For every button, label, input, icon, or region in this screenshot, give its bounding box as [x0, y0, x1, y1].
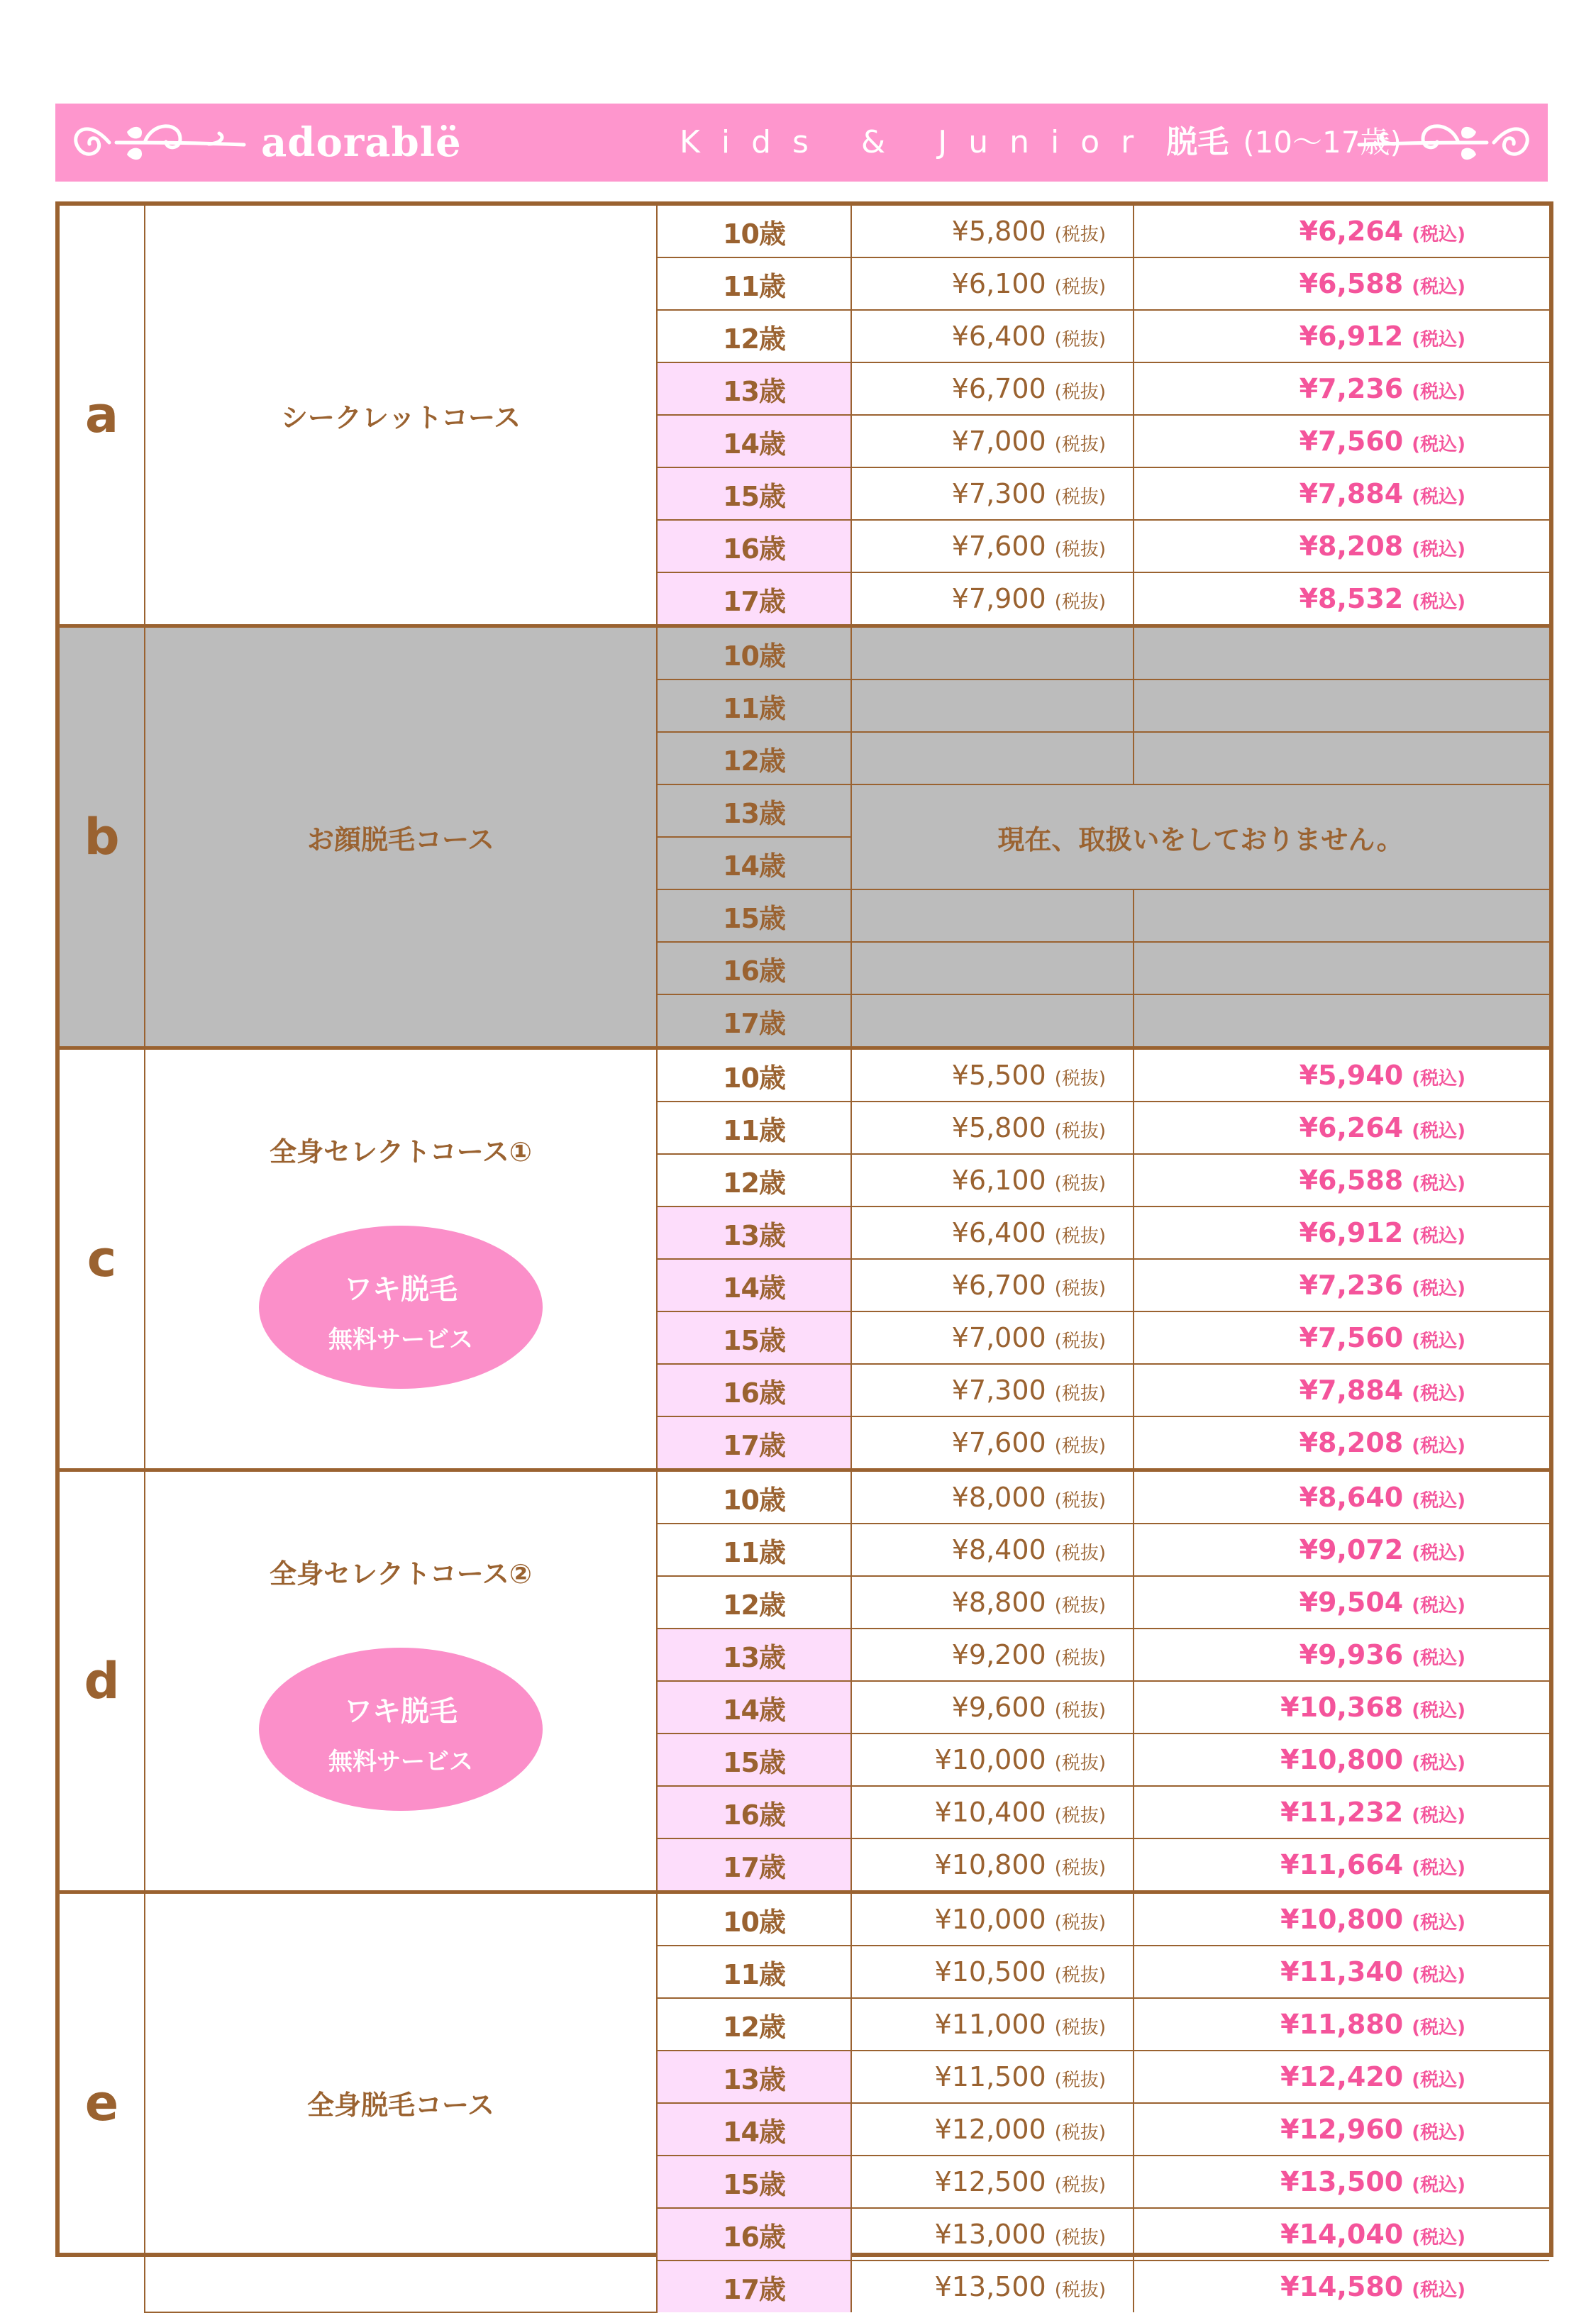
age-cell: 12歳	[657, 310, 851, 362]
age-cell: 15歳	[657, 1311, 851, 1364]
age-cell: 10歳	[657, 1892, 851, 1946]
price-value: ¥13,500	[1280, 2166, 1404, 2197]
price-value: ¥9,600	[951, 1692, 1046, 1723]
age-cell: 14歳	[657, 415, 851, 467]
price-tax-excluded	[851, 1576, 1134, 1629]
price-value: ¥9,200	[951, 1639, 1046, 1670]
price-tax-excluded	[851, 1311, 1134, 1364]
price-value: ¥6,264	[1299, 216, 1404, 247]
tax-excluded-label: (税抜)	[1054, 224, 1106, 245]
tax-excluded-label: (税抜)	[1054, 1700, 1106, 1721]
price-tax-excluded	[851, 520, 1134, 572]
price-tax-included	[1134, 362, 1549, 415]
price-tax-excluded	[851, 1892, 1134, 1946]
badge-line1: ワキ脱毛	[344, 1694, 458, 1728]
age-cell: 13歳	[657, 2051, 851, 2103]
empty-price-cell	[1134, 994, 1549, 1048]
age-cell: 15歳	[657, 889, 851, 942]
tax-included-label: (税込)	[1412, 1595, 1465, 1616]
tax-excluded-label: (税抜)	[1054, 1068, 1106, 1089]
title-datsumo: 脱毛	[1166, 124, 1229, 160]
ornament-left-icon	[67, 111, 251, 174]
tax-excluded-label: (税抜)	[1054, 1648, 1106, 1669]
badge-line2: 無料サービス	[328, 1747, 473, 1776]
price-tax-included	[1134, 2051, 1549, 2103]
age-cell: 10歳	[657, 1048, 851, 1102]
age-cell: 12歳	[657, 1576, 851, 1629]
price-tax-excluded	[851, 1786, 1134, 1838]
price-tax-included	[1134, 1998, 1549, 2051]
empty-price-cell	[851, 626, 1134, 680]
age-cell: 12歳	[657, 732, 851, 784]
section-letter: c	[60, 1048, 145, 1470]
price-tax-excluded	[851, 206, 1134, 257]
section-letter: b	[60, 626, 145, 1048]
price-tax-excluded	[851, 1154, 1134, 1207]
tax-included-label: (税込)	[1412, 2175, 1465, 2196]
price-tax-excluded	[851, 2103, 1134, 2156]
price-tax-excluded	[851, 1470, 1134, 1524]
price-tax-excluded	[851, 1998, 1134, 2051]
price-tax-included	[1134, 415, 1549, 467]
tax-excluded-label: (税抜)	[1054, 539, 1106, 560]
page-title	[680, 104, 1402, 182]
price-tax-excluded	[851, 1734, 1134, 1786]
price-value: ¥7,300	[951, 478, 1046, 509]
price-tax-excluded	[851, 572, 1134, 626]
course-name: 全身セレクトコース②	[270, 1558, 532, 1590]
tax-included-label: (税込)	[1412, 224, 1465, 245]
price-tax-included	[1134, 520, 1549, 572]
title-age-range: (10～17歳)	[1243, 125, 1402, 160]
tax-included-label: (税込)	[1412, 1912, 1465, 1934]
section-letter: a	[60, 206, 145, 626]
price-tax-excluded	[851, 310, 1134, 362]
price-value: ¥12,000	[934, 2114, 1046, 2145]
age-cell: 13歳	[657, 1629, 851, 1681]
course-cell	[145, 1892, 657, 2313]
header-banner	[55, 104, 1548, 182]
price-tax-included	[1134, 572, 1549, 626]
tax-excluded-label: (税抜)	[1054, 1121, 1106, 1142]
price-value: ¥6,588	[1299, 1165, 1404, 1196]
price-tax-included	[1134, 1048, 1549, 1102]
price-tax-included	[1134, 257, 1549, 310]
age-cell: 15歳	[657, 1734, 851, 1786]
price-value: ¥7,600	[951, 1427, 1046, 1458]
brand-logo: adorablë	[261, 119, 462, 166]
tax-excluded-label: (税抜)	[1054, 2122, 1106, 2143]
tax-excluded-label: (税抜)	[1054, 1753, 1106, 1774]
age-cell: 12歳	[657, 1154, 851, 1207]
price-value: ¥6,264	[1299, 1112, 1404, 1143]
price-tax-included	[1134, 1524, 1549, 1576]
price-tax-included	[1134, 2261, 1549, 2312]
price-value: ¥10,400	[934, 1797, 1046, 1828]
price-value: ¥14,580	[1280, 2271, 1404, 2302]
tax-included-label: (税込)	[1412, 329, 1465, 350]
price-value: ¥11,880	[1280, 2009, 1404, 2040]
price-tax-excluded	[851, 257, 1134, 310]
empty-price-cell	[1134, 626, 1549, 680]
price-tax-excluded	[851, 2156, 1134, 2208]
badge-line1: ワキ脱毛	[344, 1272, 458, 1306]
price-tax-included	[1134, 1629, 1549, 1681]
tax-included-label: (税込)	[1412, 2070, 1465, 2091]
table-row	[60, 1892, 1549, 1946]
price-value: ¥5,800	[951, 216, 1046, 247]
table-row	[60, 626, 1549, 680]
tax-included-label: (税込)	[1412, 434, 1465, 455]
price-tax-included	[1134, 1681, 1549, 1734]
price-value: ¥10,800	[934, 1849, 1046, 1880]
price-value: ¥6,700	[951, 1270, 1046, 1301]
age-cell: 17歳	[657, 572, 851, 626]
age-cell: 11歳	[657, 1946, 851, 1998]
tax-included-label: (税込)	[1412, 1173, 1465, 1194]
age-cell: 14歳	[657, 1259, 851, 1311]
tax-excluded-label: (税抜)	[1054, 1173, 1106, 1194]
price-value: ¥7,236	[1299, 1270, 1404, 1301]
tax-excluded-label: (税抜)	[1054, 2070, 1106, 2091]
empty-price-cell	[851, 942, 1134, 994]
tax-excluded-label: (税抜)	[1054, 329, 1106, 350]
tax-included-label: (税込)	[1412, 1543, 1465, 1564]
price-value: ¥7,560	[1299, 1322, 1404, 1353]
tax-included-label: (税込)	[1412, 592, 1465, 613]
free-underarm-badge	[259, 1648, 543, 1811]
age-cell: 16歳	[657, 1786, 851, 1838]
age-cell: 11歳	[657, 1524, 851, 1576]
price-value: ¥7,600	[951, 531, 1046, 562]
course-cell	[145, 1470, 657, 1892]
price-value: ¥8,000	[951, 1482, 1046, 1513]
tax-included-label: (税込)	[1412, 539, 1465, 560]
price-value: ¥8,800	[951, 1587, 1046, 1618]
unavailable-notice: 現在、取扱いをしておりません。	[851, 784, 1549, 889]
age-cell: 14歳	[657, 837, 851, 889]
tax-included-label: (税込)	[1412, 277, 1465, 298]
price-tax-included	[1134, 1734, 1549, 1786]
price-tax-excluded	[851, 1946, 1134, 1998]
tax-included-label: (税込)	[1412, 1278, 1465, 1299]
age-cell: 17歳	[657, 994, 851, 1048]
price-value: ¥11,500	[934, 2061, 1046, 2092]
price-value: ¥9,936	[1299, 1639, 1404, 1670]
price-tax-included	[1134, 1892, 1549, 1946]
age-cell: 16歳	[657, 942, 851, 994]
price-tax-included	[1134, 310, 1549, 362]
table-row	[60, 206, 1549, 257]
price-tax-excluded	[851, 1259, 1134, 1311]
tax-included-label: (税込)	[1412, 1648, 1465, 1669]
tax-included-label: (税込)	[1412, 1965, 1465, 1986]
tax-excluded-label: (税抜)	[1054, 1436, 1106, 1457]
age-cell: 10歳	[657, 206, 851, 257]
tax-excluded-label: (税抜)	[1054, 1278, 1106, 1299]
price-value: ¥8,400	[951, 1534, 1046, 1565]
price-value: ¥7,000	[951, 426, 1046, 457]
free-underarm-badge	[259, 1226, 543, 1389]
price-value: ¥6,400	[951, 321, 1046, 352]
price-value: ¥8,640	[1299, 1482, 1404, 1513]
tax-included-label: (税込)	[1412, 2017, 1465, 2039]
price-value: ¥7,560	[1299, 426, 1404, 457]
table-row	[60, 1470, 1549, 1524]
section-letter: e	[60, 1892, 145, 2313]
age-cell: 14歳	[657, 2103, 851, 2156]
tax-included-label: (税込)	[1412, 1805, 1465, 1826]
tax-included-label: (税込)	[1412, 1753, 1465, 1774]
tax-excluded-label: (税抜)	[1054, 1858, 1106, 1879]
price-tax-excluded	[851, 1681, 1134, 1734]
price-tax-included	[1134, 1259, 1549, 1311]
price-value: ¥10,000	[934, 1904, 1046, 1935]
ornament-right-icon	[1352, 111, 1536, 174]
price-value: ¥8,532	[1299, 583, 1404, 614]
price-tax-excluded	[851, 1416, 1134, 1470]
price-value: ¥6,700	[951, 373, 1046, 404]
tax-excluded-label: (税抜)	[1054, 2280, 1106, 2301]
price-value: ¥7,884	[1299, 1375, 1404, 1406]
tax-excluded-label: (税抜)	[1054, 592, 1106, 613]
price-value: ¥9,072	[1299, 1534, 1404, 1565]
age-cell: 17歳	[657, 1416, 851, 1470]
price-tax-excluded	[851, 2051, 1134, 2103]
price-value: ¥7,236	[1299, 373, 1404, 404]
empty-price-cell	[851, 889, 1134, 942]
tax-excluded-label: (税抜)	[1054, 382, 1106, 403]
price-value: ¥5,500	[951, 1060, 1046, 1091]
age-cell: 11歳	[657, 680, 851, 732]
tax-included-label: (税込)	[1412, 1436, 1465, 1457]
price-value: ¥11,232	[1280, 1797, 1404, 1828]
tax-excluded-label: (税抜)	[1054, 434, 1106, 455]
price-tax-excluded	[851, 467, 1134, 520]
course-name: 全身脱毛コース	[306, 2090, 495, 2121]
age-cell: 13歳	[657, 1207, 851, 1259]
price-value: ¥14,040	[1280, 2219, 1404, 2250]
tax-excluded-label: (税抜)	[1054, 1595, 1106, 1616]
age-cell: 17歳	[657, 2261, 851, 2312]
tax-excluded-label: (税抜)	[1054, 1383, 1106, 1404]
title-kids-junior: Kids & Junior	[680, 124, 1156, 160]
price-tax-included	[1134, 2103, 1549, 2156]
empty-price-cell	[1134, 732, 1549, 784]
price-tax-included	[1134, 1470, 1549, 1524]
price-tax-included	[1134, 1838, 1549, 1892]
price-tax-included	[1134, 1102, 1549, 1154]
price-value: ¥6,588	[1299, 268, 1404, 299]
price-value: ¥7,884	[1299, 478, 1404, 509]
empty-price-cell	[851, 994, 1134, 1048]
price-value: ¥7,000	[951, 1322, 1046, 1353]
price-tax-included	[1134, 1786, 1549, 1838]
price-tax-excluded	[851, 1207, 1134, 1259]
empty-price-cell	[851, 732, 1134, 784]
tax-excluded-label: (税抜)	[1054, 1490, 1106, 1512]
course-cell	[145, 206, 657, 626]
price-tax-excluded	[851, 1629, 1134, 1681]
age-cell: 10歳	[657, 1470, 851, 1524]
tax-included-label: (税込)	[1412, 1490, 1465, 1512]
tax-included-label: (税込)	[1412, 2227, 1465, 2248]
price-tax-included	[1134, 206, 1549, 257]
price-table	[55, 201, 1553, 2305]
price-tax-excluded	[851, 362, 1134, 415]
price-value: ¥12,420	[1280, 2061, 1404, 2092]
tax-excluded-label: (税抜)	[1054, 1805, 1106, 1826]
age-cell: 11歳	[657, 257, 851, 310]
course-cell	[145, 1048, 657, 1470]
tax-included-label: (税込)	[1412, 1383, 1465, 1404]
price-value: ¥9,504	[1299, 1587, 1404, 1618]
tax-included-label: (税込)	[1412, 2280, 1465, 2301]
price-tax-included	[1134, 2156, 1549, 2208]
price-tax-included	[1134, 467, 1549, 520]
price-tax-included	[1134, 1946, 1549, 1998]
tax-included-label: (税込)	[1412, 1068, 1465, 1089]
price-value: ¥13,000	[934, 2219, 1046, 2250]
age-cell: 15歳	[657, 467, 851, 520]
tax-included-label: (税込)	[1412, 1331, 1465, 1352]
price-value: ¥5,800	[951, 1112, 1046, 1143]
age-cell: 16歳	[657, 520, 851, 572]
price-tax-included	[1134, 1416, 1549, 1470]
course-name: 全身セレクトコース①	[270, 1136, 532, 1167]
price-value: ¥10,368	[1280, 1692, 1404, 1723]
tax-included-label: (税込)	[1412, 382, 1465, 403]
price-value: ¥10,800	[1280, 1744, 1404, 1775]
price-value: ¥10,500	[934, 1956, 1046, 1987]
tax-excluded-label: (税抜)	[1054, 277, 1106, 298]
price-value: ¥10,000	[934, 1744, 1046, 1775]
price-tax-excluded	[851, 2208, 1134, 2261]
age-cell: 10歳	[657, 626, 851, 680]
price-tax-excluded	[851, 1838, 1134, 1892]
tax-excluded-label: (税抜)	[1054, 1543, 1106, 1564]
price-value: ¥12,960	[1280, 2114, 1404, 2145]
price-value: ¥11,000	[934, 2009, 1046, 2040]
price-value: ¥8,208	[1299, 1427, 1404, 1458]
price-tax-included	[1134, 1364, 1549, 1416]
empty-price-cell	[1134, 889, 1549, 942]
tax-excluded-label: (税抜)	[1054, 487, 1106, 508]
tax-excluded-label: (税抜)	[1054, 1331, 1106, 1352]
price-tax-included	[1134, 1154, 1549, 1207]
empty-price-cell	[1134, 942, 1549, 994]
price-value: ¥11,340	[1280, 1956, 1404, 1987]
tax-included-label: (税込)	[1412, 1858, 1465, 1879]
price-value: ¥8,208	[1299, 531, 1404, 562]
price-tax-excluded	[851, 1048, 1134, 1102]
price-value: ¥5,940	[1299, 1060, 1404, 1091]
tax-excluded-label: (税抜)	[1054, 2017, 1106, 2039]
price-tax-included	[1134, 1576, 1549, 1629]
section-letter: d	[60, 1470, 145, 1892]
age-cell: 15歳	[657, 2156, 851, 2208]
empty-price-cell	[851, 680, 1134, 732]
tax-included-label: (税込)	[1412, 1121, 1465, 1142]
price-value: ¥6,912	[1299, 321, 1404, 352]
badge-line2: 無料サービス	[328, 1325, 473, 1354]
price-tax-included	[1134, 2208, 1549, 2261]
tax-excluded-label: (税抜)	[1054, 1226, 1106, 1247]
age-cell: 13歳	[657, 784, 851, 837]
price-tax-excluded	[851, 1364, 1134, 1416]
age-cell: 16歳	[657, 2208, 851, 2261]
price-tax-included	[1134, 1207, 1549, 1259]
price-value: ¥10,800	[1280, 1904, 1404, 1935]
price-value: ¥7,300	[951, 1375, 1046, 1406]
tax-included-label: (税込)	[1412, 2122, 1465, 2143]
age-cell: 17歳	[657, 1838, 851, 1892]
price-value: ¥11,664	[1280, 1849, 1404, 1880]
tax-excluded-label: (税抜)	[1054, 2175, 1106, 2196]
price-value: ¥6,100	[951, 1165, 1046, 1196]
empty-price-cell	[1134, 680, 1549, 732]
price-value: ¥6,100	[951, 268, 1046, 299]
tax-included-label: (税込)	[1412, 1226, 1465, 1247]
table-row	[60, 1048, 1549, 1102]
tax-included-label: (税込)	[1412, 487, 1465, 508]
price-value: ¥6,400	[951, 1217, 1046, 1248]
price-tax-excluded	[851, 2261, 1134, 2312]
age-cell: 11歳	[657, 1102, 851, 1154]
tax-excluded-label: (税抜)	[1054, 2227, 1106, 2248]
course-name: お顔脱毛コース	[306, 823, 495, 855]
course-name: シークレットコース	[280, 401, 521, 433]
price-tax-included	[1134, 1311, 1549, 1364]
price-value: ¥7,900	[951, 583, 1046, 614]
price-value: ¥6,912	[1299, 1217, 1404, 1248]
tax-excluded-label: (税抜)	[1054, 1965, 1106, 1986]
course-cell	[145, 626, 657, 1048]
age-cell: 12歳	[657, 1998, 851, 2051]
price-tax-excluded	[851, 415, 1134, 467]
age-cell: 16歳	[657, 1364, 851, 1416]
age-cell: 13歳	[657, 362, 851, 415]
tax-included-label: (税込)	[1412, 1700, 1465, 1721]
price-tax-excluded	[851, 1524, 1134, 1576]
price-value: ¥12,500	[934, 2166, 1046, 2197]
tax-excluded-label: (税抜)	[1054, 1912, 1106, 1934]
price-tax-excluded	[851, 1102, 1134, 1154]
price-value: ¥13,500	[934, 2271, 1046, 2302]
age-cell: 14歳	[657, 1681, 851, 1734]
